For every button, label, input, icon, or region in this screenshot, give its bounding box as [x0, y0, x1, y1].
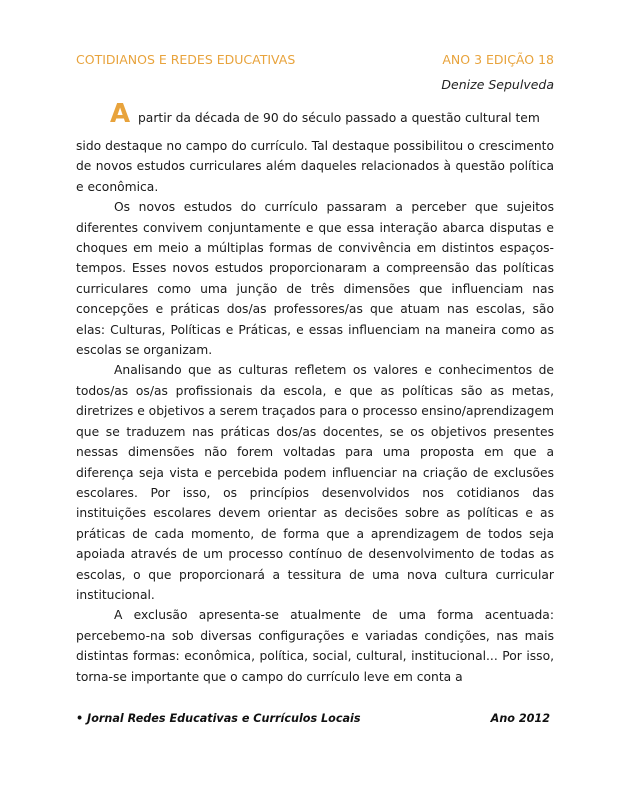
page-header: [76, 52, 554, 70]
footer-year: Ano 2012: [490, 712, 550, 725]
paragraph-1: sido destaque no campo do currículo. Tal destaque possibilitou o crescimento de novos estudos curriculares além daqueles relacionados à questão política e econômica.: [76, 139, 554, 194]
page-footer: [76, 712, 554, 728]
paragraph-2: Os novos estudos do currículo passaram a perceber que sujeitos diferentes convivem conjuntamente e que essa interação abarca disputas e choques em meio a múltiplas formas de convivência em distintos espaços-tempos. Esses novos estudos proporcionaram a compreensão das políticas curriculares como uma junção de três dimensões que influenciam nas concepções e práticas dos/as professores/as que atuam nas escolas, são elas: Culturas, Políticas e Práticas, e essas influenciam na maneira como as escolas se organizam.: [76, 200, 554, 358]
first-line-text: partir da década de 90 do século passado a questão cultural tem: [138, 111, 540, 125]
issue-label: ANO 3 EDIÇÃO 18: [442, 52, 554, 67]
footer-journal-name: • Jornal Redes Educativas e Currículos Locais: [76, 712, 361, 725]
journal-title: COTIDIANOS E REDES EDUCATIVAS: [76, 52, 296, 67]
first-line: [76, 101, 554, 136]
drop-cap: A: [110, 99, 131, 129]
article-body: [76, 101, 554, 687]
paragraph-3: Analisando que as culturas refletem os valores e conhecimentos de todos/as os/as profissionais da escola, e que as políticas são as metas, diretrizes e objetivos a serem traçados para o processo ensino/aprendizagem que se traduzem nas práticas dos/as docentes, se os objetivos presentes nessas dimensões não forem voltadas para uma proposta em que a diferença seja vista e percebida podem influenciar na criação de exclusões escolares. Por isso, os princípios desenvolvidos nos cotidianos das instituições escolares devem orientar as decisões sobre as políticas e as práticas de cada momento, de forma que a aprendizagem de todos seja apoiada através de um processo contínuo de desenvolvimento de todas as escolas, o que proporcionará a tessitura de uma nova cultura curricular institucional.: [76, 363, 554, 602]
paragraph-4: A exclusão apresenta-se atualmente de uma forma acentuada: percebemo-na sob diversas configurações e variadas condições, nas mais distintas formas: econômica, política, social, cultural, institucional... Por isso, torna-se importante que o campo do currículo leve em conta a: [76, 608, 554, 684]
author-name: Denize Sepulveda: [441, 77, 554, 92]
